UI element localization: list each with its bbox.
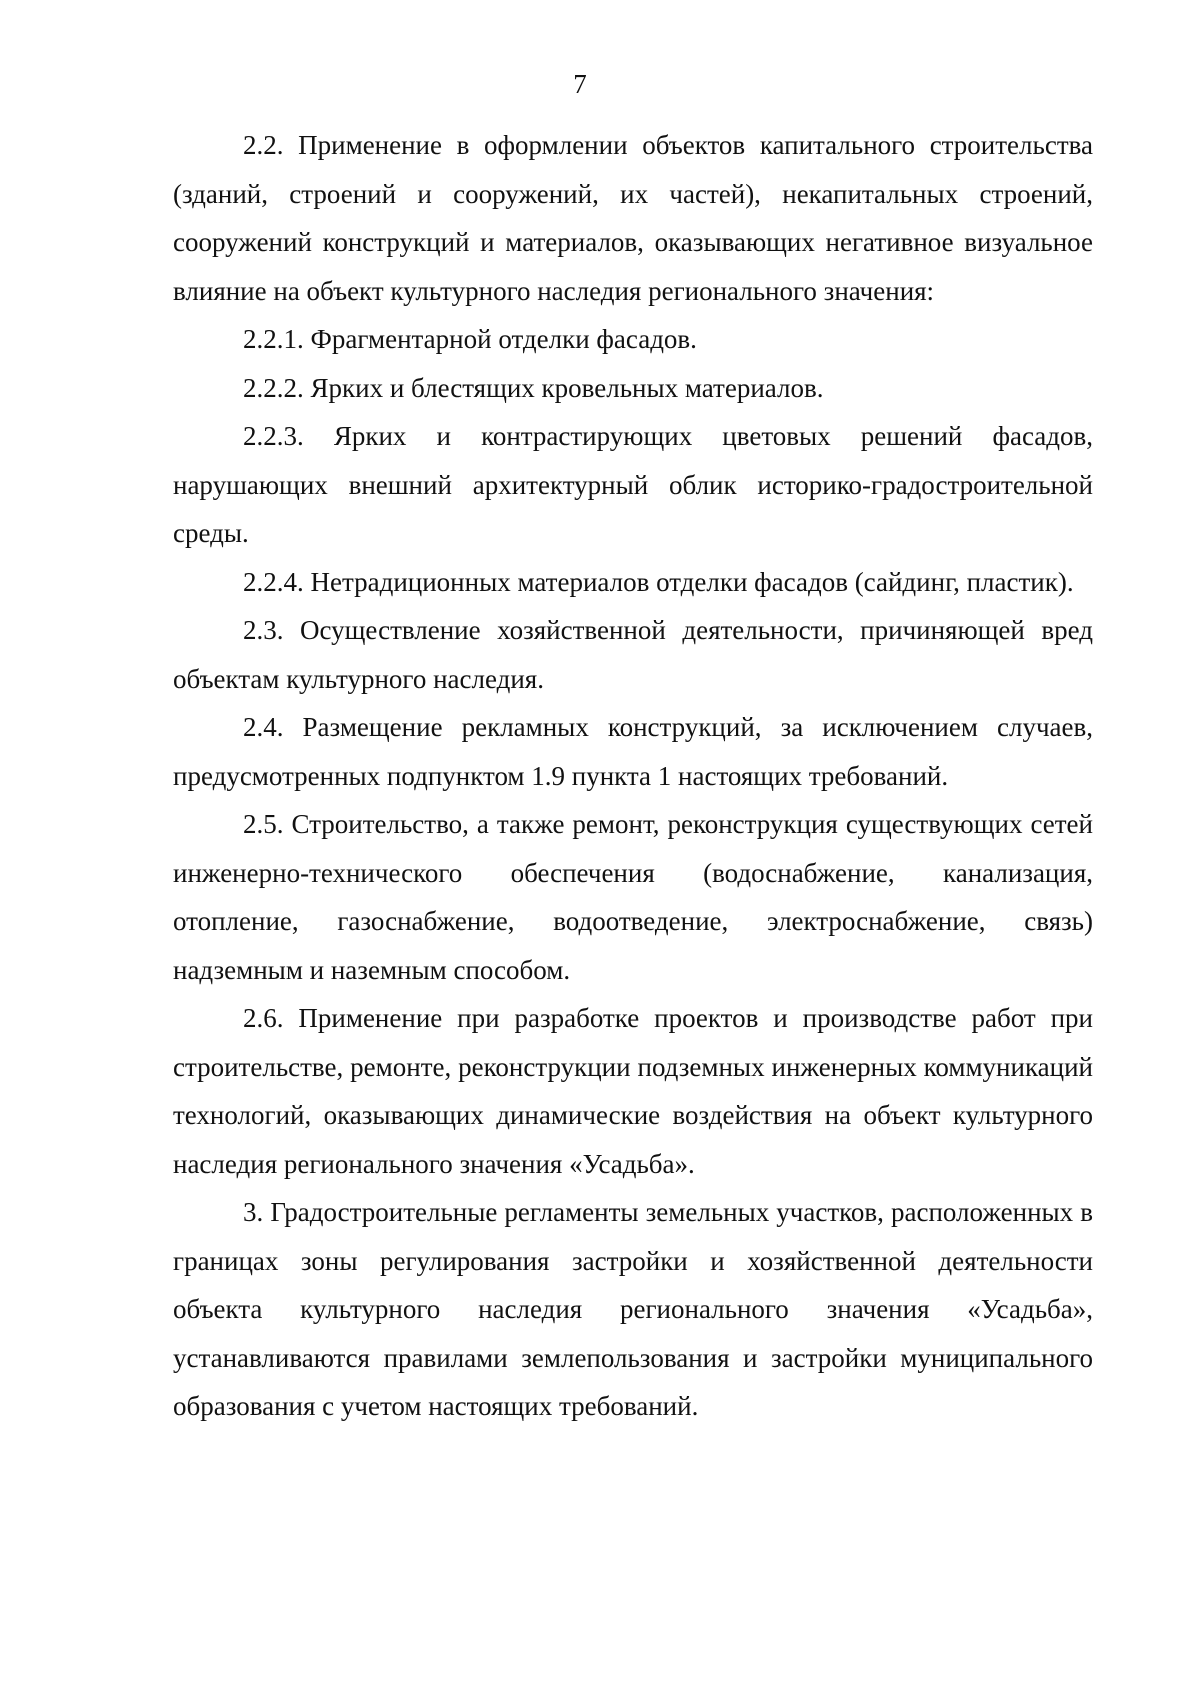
paragraph-2-2-4: 2.2.4. Нетрадиционных материалов отделки фасадов (сайдинг, пластик). — [243, 566, 1074, 597]
paragraph-2-5: 2.5. Строительство, а также ремонт, реконструкция существующих сетей инженерно-технического обеспечения (водоснабжение, канализация, отопление, газоснабжение, водоотведение, электроснабжение, связь) надземным и наземным способом. — [173, 809, 1093, 985]
paragraph-3: 3. Градостроительные регламенты земельных участков, расположенных в границах зоны регулирования застройки и хозяйственной деятельности объекта культурного наследия регионального значения «Усадьба», устанавливаются правилами землепользования и застройки муниципального образования с учетом настоящих требований. — [173, 1197, 1093, 1421]
paragraph-2-6: 2.6. Применение при разработке проектов и производстве работ при строительстве, ремонте, реконструкции подземных инженерных коммуникаций технологий, оказывающих динамические воздействия на объект культурного наследия регионального значения «Усадьба». — [173, 1003, 1093, 1179]
paragraph-2-2-1: 2.2.1. Фрагментарной отделки фасадов. — [243, 324, 697, 354]
paragraph-2-2-2: 2.2.2. Ярких и блестящих кровельных материалов. — [243, 372, 824, 403]
paragraph-2-3: 2.3. Осуществление хозяйственной деятельности, причиняющей вред объектам культурного наследия. — [173, 615, 1093, 694]
page-number: 7 — [573, 69, 587, 99]
paragraph-2-2-3: 2.2.3. Ярких и контрастирующих цветовых решений фасадов, нарушающих внешний архитектурный облик историко-градостроительной среды. — [173, 421, 1093, 548]
paragraph-2-4: 2.4. Размещение рекламных конструкций, за исключением случаев, предусмотренных подпунктом 1.9 пункта 1 настоящих требований. — [173, 712, 1093, 791]
paragraph-2-2: 2.2. Применение в оформлении объектов капитального строительства (зданий, строений и сооружений, их частей), некапитальных строений, сооружений конструкций и материалов, оказывающих негативное визуальное влияние на объект культурного наследия регионального значения: — [173, 130, 1093, 306]
document-body — [173, 121, 1093, 1431]
